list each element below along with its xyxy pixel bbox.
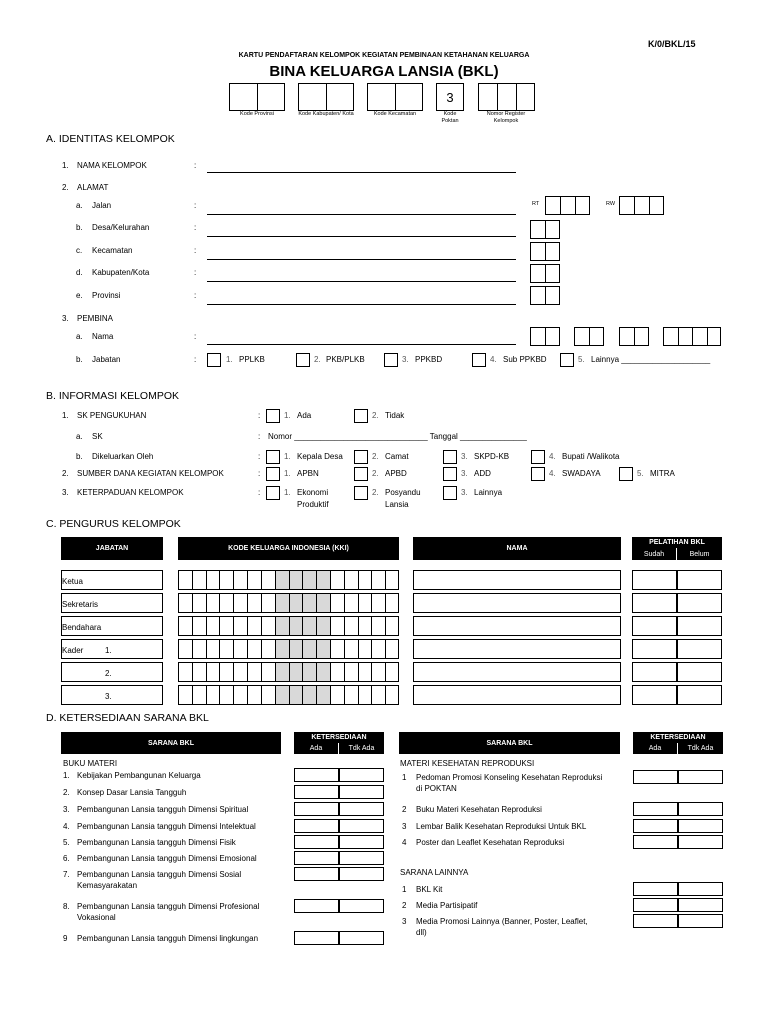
- keterpaduan-checkbox-lainnya[interactable]: [443, 486, 457, 500]
- rw-label: RW: [606, 201, 616, 207]
- ketersediaan-ada-cell[interactable]: [294, 835, 339, 849]
- ketersediaan-tdk-ada-cell[interactable]: [678, 802, 723, 816]
- header-sudah: Sudah: [632, 548, 677, 560]
- ketersediaan-ada-cell[interactable]: [294, 899, 339, 913]
- sarana-item-text: Poster dan Leaflet Kesehatan Reproduksi: [416, 838, 565, 847]
- ketersediaan-tdk-ada-cell[interactable]: [339, 819, 384, 833]
- rt-field[interactable]: [545, 196, 590, 215]
- option-number: 1.: [284, 411, 291, 420]
- ketersediaan-ada-cell[interactable]: [633, 770, 678, 784]
- dikeluarkan-checkbox-kepala-desa[interactable]: [266, 450, 280, 464]
- jabatan-option-number: 4.: [490, 355, 497, 364]
- label-kode-kabupaten: Kode Kabupaten/ Kota: [298, 111, 354, 117]
- a2d-letter: d.: [76, 268, 83, 277]
- section-b-title: B. INFORMASI KELOMPOK: [46, 390, 180, 402]
- dikeluarkan-label: Dikeluarkan Oleh: [92, 452, 154, 461]
- pengurus-nama-field[interactable]: [413, 639, 621, 659]
- jabatan-option-label: PKB/PLKB: [326, 355, 365, 364]
- buku-materi-heading: BUKU MATERI: [63, 759, 118, 768]
- pengurus-belum-cell[interactable]: [677, 639, 722, 659]
- ketersediaan-tdk-ada-cell[interactable]: [339, 785, 384, 799]
- option-number: 2.: [372, 488, 379, 497]
- nama-pembina-field[interactable]: [207, 344, 516, 345]
- sarana-item-number: 3: [402, 822, 407, 831]
- alamat-label: ALAMAT: [77, 183, 109, 192]
- pengurus-kki-field[interactable]: [178, 593, 399, 613]
- sarana-item-number: 2: [402, 805, 407, 814]
- desa-field[interactable]: [207, 236, 516, 237]
- label-kode-poktan: Kode Poktan: [441, 111, 459, 124]
- sarana-item-number: 4: [402, 838, 407, 847]
- jalan-field[interactable]: [207, 214, 516, 215]
- jabatan-option-label: Lainnya ____________________: [591, 355, 711, 364]
- pengurus-belum-cell[interactable]: [677, 662, 722, 682]
- colon: :: [194, 161, 197, 170]
- sarana-item-number: 8.: [63, 902, 70, 911]
- pengurus-sudah-cell[interactable]: [632, 639, 677, 659]
- keterpaduan-checkbox-posyandu[interactable]: [354, 486, 368, 500]
- option-label-line2: Produktif: [297, 500, 329, 509]
- pengurus-sudah-cell[interactable]: [632, 685, 677, 705]
- ketersediaan-ada-cell[interactable]: [294, 867, 339, 881]
- ketersediaan-tdk-ada-cell[interactable]: [678, 882, 723, 896]
- option-label: ADD: [474, 469, 491, 478]
- code-kabupaten[interactable]: [298, 83, 354, 111]
- ketersediaan-tdk-ada-cell[interactable]: [678, 770, 723, 784]
- option-number: 2.: [372, 411, 379, 420]
- option-label: MITRA: [650, 469, 675, 478]
- b1a-letter: a.: [76, 432, 83, 441]
- sumber-checkbox-mitra[interactable]: [619, 467, 633, 481]
- pengurus-belum-cell[interactable]: [677, 685, 722, 705]
- option-number: 3.: [461, 469, 468, 478]
- option-label: Posyandu: [385, 488, 421, 497]
- jabatan-option-label: PPKBD: [415, 355, 443, 364]
- header-belum: Belum: [677, 548, 722, 560]
- pengurus-kki-field[interactable]: [178, 639, 399, 659]
- header-sarana-left: SARANA BKL: [61, 732, 281, 754]
- ketersediaan-ada-cell[interactable]: [294, 851, 339, 865]
- option-label: APBN: [297, 469, 319, 478]
- option-label: APBD: [385, 469, 407, 478]
- colon: :: [194, 291, 197, 300]
- dikeluarkan-checkbox-bupati[interactable]: [531, 450, 545, 464]
- sarana-item-text: Pembangunan Lansia tangguh Dimensi Spiritual: [77, 805, 249, 814]
- ketersediaan-tdk-ada-cell[interactable]: [339, 931, 384, 945]
- sarana-item-text: BKL Kit: [416, 885, 443, 894]
- pengurus-nama-field[interactable]: [413, 593, 621, 613]
- jabatan-label: Jabatan: [92, 355, 121, 364]
- kabupaten-field[interactable]: [207, 281, 516, 282]
- provinsi-code[interactable]: [530, 286, 560, 305]
- b1b-letter: b.: [76, 452, 83, 461]
- pengurus-belum-cell[interactable]: [677, 616, 722, 636]
- ketersediaan-tdk-ada-cell[interactable]: [678, 914, 723, 928]
- ketersediaan-tdk-ada-cell[interactable]: [339, 867, 384, 881]
- sarana-item-text: Media Partisipatif: [416, 901, 478, 910]
- colon: :: [258, 411, 261, 420]
- colon: :: [258, 469, 261, 478]
- label-kode-provinsi: Kode Provinsi: [240, 111, 274, 117]
- section-a-title: A. IDENTITAS KELOMPOK: [46, 133, 175, 145]
- sarana-item-number: 6.: [63, 854, 70, 863]
- pembina-code-2[interactable]: [574, 327, 604, 346]
- desa-label: Desa/Kelurahan: [92, 223, 150, 232]
- jabatan-option-label: Sub PPKBD: [503, 355, 547, 364]
- sumber-checkbox-swadaya[interactable]: [531, 467, 545, 481]
- option-number: 1.: [284, 452, 291, 461]
- dikeluarkan-checkbox-skpd-kb[interactable]: [443, 450, 457, 464]
- ketersediaan-ada-cell[interactable]: [633, 882, 678, 896]
- keterpaduan-checkbox-ekonomi[interactable]: [266, 486, 280, 500]
- sarana-item-text: Pembangunan Lansia tangguh Dimensi Fisik: [77, 838, 236, 847]
- pengurus-sudah-cell[interactable]: [632, 616, 677, 636]
- ketersediaan-tdk-ada-cell[interactable]: [339, 851, 384, 865]
- jabatan-option-label: PPLKB: [239, 355, 265, 364]
- kecamatan-field[interactable]: [207, 259, 516, 260]
- ketersediaan-ada-cell[interactable]: [633, 898, 678, 912]
- section-c-title: C. PENGURUS KELOMPOK: [46, 518, 181, 530]
- ketersediaan-tdk-ada-cell[interactable]: [339, 802, 384, 816]
- b1-number: 1.: [62, 411, 69, 420]
- sarana-item-text: Buku Materi Kesehatan Reproduksi: [416, 805, 542, 814]
- sarana-item-number: 7.: [63, 870, 70, 879]
- header-nama: NAMA: [413, 537, 621, 560]
- sarana-item-text-line2: Vokasional: [77, 913, 116, 922]
- sarana-item-text: Konsep Dasar Lansia Tangguh: [77, 788, 187, 797]
- sarana-item-text: Lembar Balik Kesehatan Reproduksi Untuk BKL: [416, 822, 587, 831]
- form-subtitle: KARTU PENDAFTARAN KELOMPOK KEGIATAN PEMBINAAN KETAHANAN KELUARGA: [238, 52, 530, 59]
- option-number: 3.: [461, 488, 468, 497]
- pembina-code-3[interactable]: [619, 327, 649, 346]
- ketersediaan-ada-cell[interactable]: [633, 835, 678, 849]
- colon: :: [194, 223, 197, 232]
- colon: :: [194, 268, 197, 277]
- sarana-item-text: Kebijakan Pembangunan Keluarga: [77, 771, 201, 780]
- sarana-item-number: 5.: [63, 838, 70, 847]
- kabupaten-label: Kabupaten/Kota: [92, 268, 150, 277]
- ketersediaan-ada-cell[interactable]: [294, 768, 339, 782]
- option-number: 4.: [549, 469, 556, 478]
- pengurus-kader-number: 3.: [105, 692, 112, 701]
- colon: :: [194, 355, 197, 364]
- sarana-item-number: 1.: [63, 771, 70, 780]
- pengurus-nama-field[interactable]: [413, 685, 621, 705]
- ketersediaan-ada-cell[interactable]: [633, 914, 678, 928]
- pengurus-belum-cell[interactable]: [677, 570, 722, 590]
- colon: :: [194, 332, 197, 341]
- ketersediaan-ada-cell[interactable]: [294, 819, 339, 833]
- keterpaduan-label: KETERPADUAN KELOMPOK: [77, 488, 184, 497]
- option-label: Ada: [297, 411, 312, 420]
- colon: :: [194, 246, 197, 255]
- pengurus-kki-field[interactable]: [178, 616, 399, 636]
- pembina-code-4[interactable]: [663, 327, 721, 346]
- a3a-letter: a.: [76, 332, 83, 341]
- option-number: 1.: [284, 469, 291, 478]
- a1-number: 1.: [62, 161, 69, 170]
- kecamatan-label: Kecamatan: [92, 246, 133, 255]
- sk-nomor-tanggal-field[interactable]: Nomor ______________________________ Tanggal _______________: [268, 432, 527, 441]
- jalan-label: Jalan: [92, 201, 112, 210]
- ketersediaan-tdk-ada-cell[interactable]: [339, 768, 384, 782]
- a2c-letter: c.: [76, 246, 83, 255]
- code-kecamatan[interactable]: [367, 83, 423, 111]
- colon: :: [194, 201, 197, 210]
- header-pelatihan: PELATIHAN BKL: [632, 537, 722, 548]
- header-ada-right: Ada: [633, 743, 678, 754]
- pengurus-kader-number: 1.: [105, 646, 112, 655]
- materi-kespro-heading: MATERI KESEHATAN REPRODUKSI: [400, 759, 535, 768]
- header-ketersediaan-left: KETERSEDIAAN: [294, 732, 384, 743]
- ketersediaan-ada-cell[interactable]: [294, 785, 339, 799]
- sarana-item-number: 4.: [63, 822, 70, 831]
- sarana-item-number: 2.: [63, 788, 70, 797]
- ketersediaan-tdk-ada-cell[interactable]: [339, 899, 384, 913]
- label-nomor-register: Nomor Register Kelompok: [486, 111, 526, 124]
- pengurus-sudah-cell[interactable]: [632, 662, 677, 682]
- jabatan-checkbox-pkb-plkb[interactable]: [296, 353, 310, 367]
- header-ada-left: Ada: [294, 743, 339, 754]
- jabatan-option-number: 5.: [578, 355, 585, 364]
- pengurus-jabatan-cell[interactable]: [61, 662, 163, 682]
- option-label: Camat: [385, 452, 409, 461]
- ketersediaan-tdk-ada-cell[interactable]: [678, 835, 723, 849]
- a2-number: 2.: [62, 183, 69, 192]
- option-label: SKPD-KB: [474, 452, 510, 461]
- pengurus-jabatan-label: Ketua: [62, 577, 83, 586]
- sumber-checkbox-apbn[interactable]: [266, 467, 280, 481]
- colon: :: [258, 432, 261, 441]
- sarana-item-number: 1: [402, 773, 407, 782]
- option-label: Bupati /Walikota: [562, 452, 620, 461]
- header-ketersediaan-right: KETERSEDIAAN: [633, 732, 723, 743]
- nama-kelompok-label: NAMA KELOMPOK: [77, 161, 147, 170]
- code-register[interactable]: [478, 83, 535, 111]
- sarana-lainnya-heading: SARANA LAINNYA: [400, 868, 469, 877]
- sumber-dana-label: SUMBER DANA KEGIATAN KELOMPOK: [77, 469, 224, 478]
- pembina-label: PEMBINA: [77, 314, 114, 323]
- pengurus-sudah-cell[interactable]: [632, 570, 677, 590]
- pengurus-belum-cell[interactable]: [677, 593, 722, 613]
- sk-ada-checkbox[interactable]: [266, 409, 280, 423]
- sarana-item-text: Pembangunan Lansia tangguh Dimensi Profesional: [77, 902, 260, 911]
- dikeluarkan-checkbox-camat[interactable]: [354, 450, 368, 464]
- pembina-code-1[interactable]: [530, 327, 560, 346]
- pengurus-nama-field[interactable]: [413, 570, 621, 590]
- ketersediaan-ada-cell[interactable]: [633, 802, 678, 816]
- ketersediaan-ada-cell[interactable]: [294, 931, 339, 945]
- nama-kelompok-field[interactable]: [207, 172, 516, 173]
- sarana-item-number: 3: [402, 917, 407, 926]
- a2a-letter: a.: [76, 201, 83, 210]
- pengurus-kader-number: 2.: [105, 669, 112, 678]
- option-number: 4.: [549, 452, 556, 461]
- sarana-item-number: 3.: [63, 805, 70, 814]
- rw-field[interactable]: [619, 196, 664, 215]
- pengurus-jabatan-cell[interactable]: [61, 685, 163, 705]
- pengurus-kki-field[interactable]: [178, 685, 399, 705]
- provinsi-label: Provinsi: [92, 291, 121, 300]
- pengurus-jabatan-label: Sekretaris: [62, 600, 99, 609]
- jabatan-option-number: 3.: [402, 355, 409, 364]
- sarana-item-text-line2: di POKTAN: [416, 784, 457, 793]
- jabatan-checkbox-sub-ppkbd[interactable]: [472, 353, 486, 367]
- jabatan-option-number: 2.: [314, 355, 321, 364]
- provinsi-field[interactable]: [207, 304, 516, 305]
- sarana-item-text: Pembangunan Lansia tangguh Dimensi Intelektual: [77, 822, 256, 831]
- jabatan-checkbox-ppkbd[interactable]: [384, 353, 398, 367]
- sk-tidak-checkbox[interactable]: [354, 409, 368, 423]
- a2e-letter: e.: [76, 291, 83, 300]
- code-provinsi[interactable]: [229, 83, 285, 111]
- option-label-line2: Lansia: [385, 500, 409, 509]
- section-d-title: D. KETERSEDIAAN SARANA BKL: [46, 712, 209, 724]
- sarana-item-text-line2: Kemasyarakatan: [77, 881, 138, 890]
- form-title: BINA KELUARGA LANSIA (BKL): [269, 63, 499, 80]
- header-tdk-ada-right: Tdk Ada: [678, 743, 723, 754]
- sk-label: SK: [92, 432, 103, 441]
- option-label: Tidak: [385, 411, 405, 420]
- rt-label: RT: [532, 201, 540, 207]
- sarana-item-text: Pembangunan Lansia tangguh Dimensi lingkungan: [77, 934, 259, 943]
- jabatan-checkbox-pplkb[interactable]: [207, 353, 221, 367]
- option-number: 3.: [461, 452, 468, 461]
- a3-number: 3.: [62, 314, 69, 323]
- kecamatan-code[interactable]: [530, 242, 560, 261]
- pengurus-sudah-cell[interactable]: [632, 593, 677, 613]
- option-number: 1.: [284, 488, 291, 497]
- header-sarana-right: SARANA BKL: [399, 732, 620, 754]
- option-number: 5.: [637, 469, 644, 478]
- header-tdk-ada-left: Tdk Ada: [339, 743, 384, 754]
- pengurus-nama-field[interactable]: [413, 616, 621, 636]
- pengurus-kki-field[interactable]: [178, 570, 399, 590]
- jabatan-option-number: 1.: [226, 355, 233, 364]
- b2-number: 2.: [62, 469, 69, 478]
- kabupaten-code[interactable]: [530, 264, 560, 283]
- sarana-item-text-line2: dll): [416, 928, 427, 937]
- nama-pembina-label: Nama: [92, 332, 114, 341]
- ketersediaan-tdk-ada-cell[interactable]: [339, 835, 384, 849]
- header-kki: KODE KELUARGA INDONESIA (KKI): [178, 537, 399, 560]
- ketersediaan-tdk-ada-cell[interactable]: [678, 898, 723, 912]
- sarana-item-text: Pedoman Promosi Konseling Kesehatan Reproduksi: [416, 773, 603, 782]
- option-label: Ekonomi: [297, 488, 329, 497]
- sk-pengukuhan-label: SK PENGUKUHAN: [77, 411, 147, 420]
- pengurus-jabatan-label: Kader: [62, 646, 84, 655]
- a2b-letter: b.: [76, 223, 83, 232]
- b3-number: 3.: [62, 488, 69, 497]
- form-code: K/0/BKL/15: [648, 39, 696, 49]
- ketersediaan-tdk-ada-cell[interactable]: [678, 819, 723, 833]
- option-number: 2.: [372, 452, 379, 461]
- desa-code[interactable]: [530, 220, 560, 239]
- option-label: Lainnya: [474, 488, 503, 497]
- option-label: Kepala Desa: [297, 452, 343, 461]
- pengurus-jabatan-label: Bendahara: [62, 623, 102, 632]
- sarana-item-text: Media Promosi Lainnya (Banner, Poster, Leaflet,: [416, 917, 588, 926]
- sarana-item-number: 1: [402, 885, 407, 894]
- sarana-item-number: 9: [63, 934, 68, 943]
- ketersediaan-ada-cell[interactable]: [633, 819, 678, 833]
- sumber-checkbox-apbd[interactable]: [354, 467, 368, 481]
- colon: :: [258, 488, 261, 497]
- sarana-item-text: Pembangunan Lansia tangguh Dimensi Emosional: [77, 854, 257, 863]
- ketersediaan-ada-cell[interactable]: [294, 802, 339, 816]
- label-kode-kecamatan: Kode Kecamatan: [373, 111, 417, 117]
- jabatan-checkbox-lainnya[interactable]: [560, 353, 574, 367]
- pengurus-nama-field[interactable]: [413, 662, 621, 682]
- sumber-checkbox-add[interactable]: [443, 467, 457, 481]
- option-number: 2.: [372, 469, 379, 478]
- option-label: SWADAYA: [562, 469, 601, 478]
- sarana-item-text: Pembangunan Lansia tangguh Dimensi Sosial: [77, 870, 242, 879]
- sarana-item-number: 2: [402, 901, 407, 910]
- header-jabatan: JABATAN: [61, 537, 163, 560]
- colon: :: [258, 452, 261, 461]
- code-poktan[interactable]: 3: [436, 83, 464, 111]
- pengurus-kki-field[interactable]: [178, 662, 399, 682]
- a3b-letter: b.: [76, 355, 83, 364]
